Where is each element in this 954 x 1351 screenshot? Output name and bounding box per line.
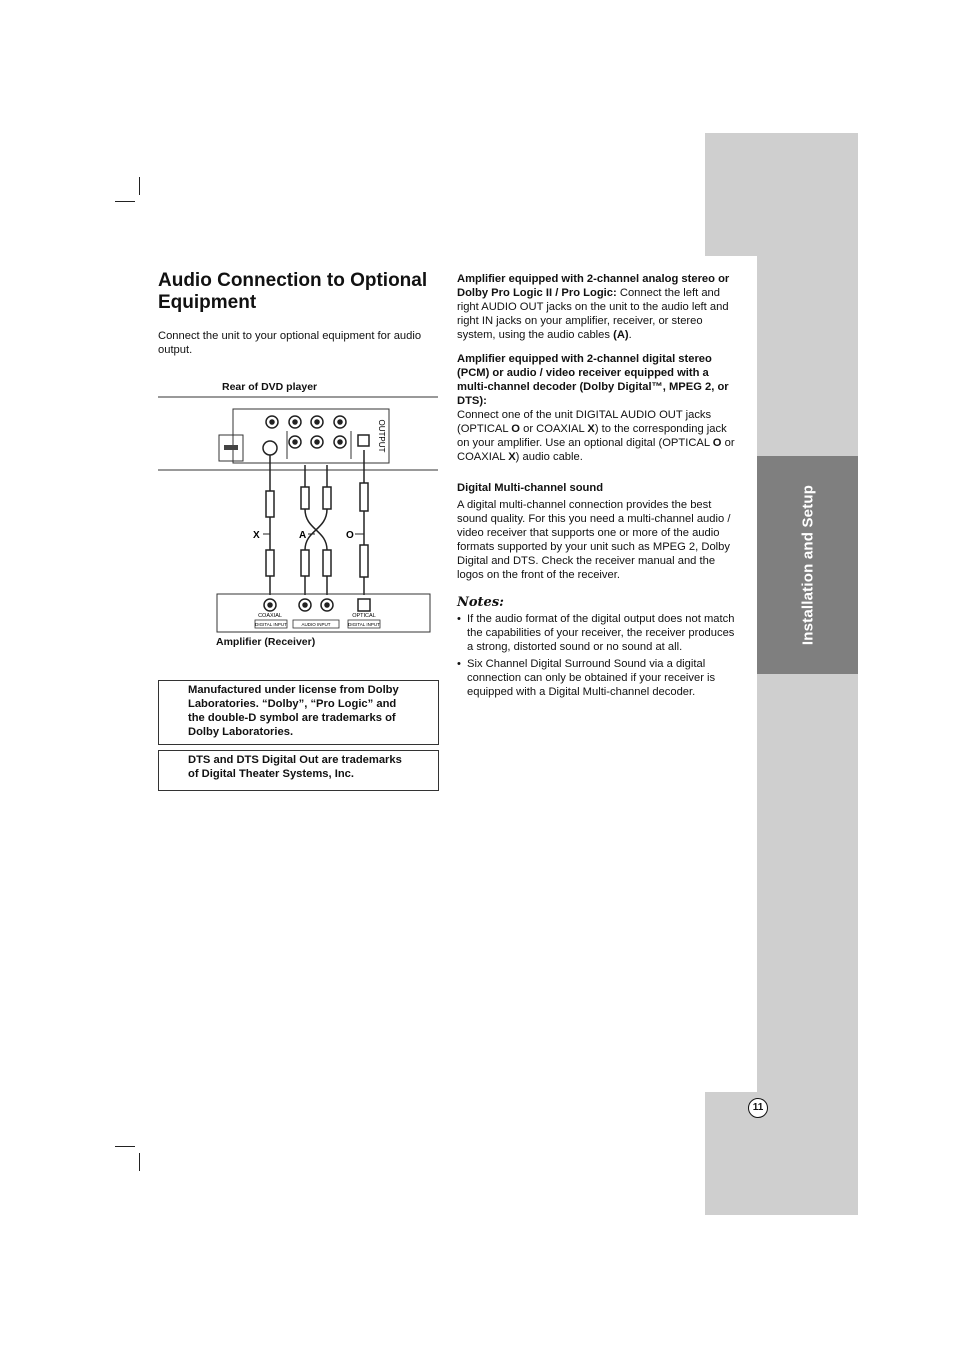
trademark-box-dolby [158,680,439,745]
player-panel [233,409,389,463]
amp-digital-input-2: DIGITAL INPUT [348,622,380,627]
cable-label-o: O [346,530,354,541]
cable-o [360,450,368,595]
trademark-text-dts: DTS and DTS Digital Out are trademarks of Digital Theater Systems, Inc. [188,754,402,780]
crop-mark [139,177,140,195]
multichannel-subheading: Digital Multi-channel sound [457,482,604,494]
digital-stereo-heading: Amplifier equipped with 2-channel digital stereo (PCM) or audio / video receiver equipped with a multi-channel decoder (Dolby Digital™, MPEG 2, or DTS): [457,353,729,407]
intro-text: Connect the unit to your optional equipment for audio output. [158,330,422,356]
amp-coaxial: COAXIAL [258,613,282,619]
crop-mark [139,1153,140,1171]
side-band-top [705,133,858,256]
trademark-text-dolby: Manufactured under license from Dolby Laboratories. “Dolby”, “Pro Logic” and the double-D symbol are trademarks of Dolby Laboratories. [188,684,399,738]
amp-digital-input-1: DIGITAL INPUT [255,622,287,627]
crop-mark [115,1146,135,1147]
amp-audio-input: AUDIO INPUT [301,622,331,627]
page-title: Audio Connection to Optional Equipment [158,270,428,313]
side-tab-label: Installation and Setup [799,484,816,646]
notes-title: Notes: [457,595,504,610]
analog-stereo-paragraph: Amplifier equipped with 2-channel analog stereo or Dolby Pro Logic II / Pro Logic: Connect the left and right AUDIO OUT jacks on the unit to the audio left and right IN jacks on your amplifier, receiver, or stereo system, using the audio cables (A). [457,273,730,341]
player-jacks [263,416,369,455]
side-band-bottom [705,1092,858,1215]
cable-label-a: A [299,530,307,541]
connection-diagram [155,395,445,635]
cable-label-x: X [253,530,260,541]
notes-list [457,612,739,702]
output-label: OUTPUT [377,419,386,453]
multichannel-text: A digital multi-channel connection provides the best sound quality. For this you need a multi-channel audio / video receiver that supports one or more of the audio formats supported by your unit such as MPEG 2, Dolby Digital and DTS. Check the receiver manual and the logos on the front of the receiver. [457,499,731,581]
crop-mark [115,201,135,202]
diagram-bottom-label: Amplifier (Receiver) [216,636,316,648]
note-item: • Six Channel Digital Surround Sound via a digital connection can only be obtained if your receiver is equipped with a Digital Multi-channel decoder. [457,657,739,699]
diagram-top-label: Rear of DVD player [222,381,318,393]
digital-stereo-text: Connect one of the unit DIGITAL AUDIO OUT jacks (OPTICAL O or COAXIAL X) to the corresponding jack on your amplifier. Use an optional digital (OPTICAL O or COAXIAL X) audio cable. [457,409,735,463]
trademark-box-dts [158,750,439,791]
side-band-strip [757,256,858,1092]
note-item: • If the audio format of the digital output does not match the capabilities of your receiver, the receiver produces a strong, distorted sound or no sound at all. [457,612,739,654]
amp-optical: OPTICAL [352,613,376,619]
page-number: 11 [748,1098,768,1118]
cable-x [266,455,274,595]
